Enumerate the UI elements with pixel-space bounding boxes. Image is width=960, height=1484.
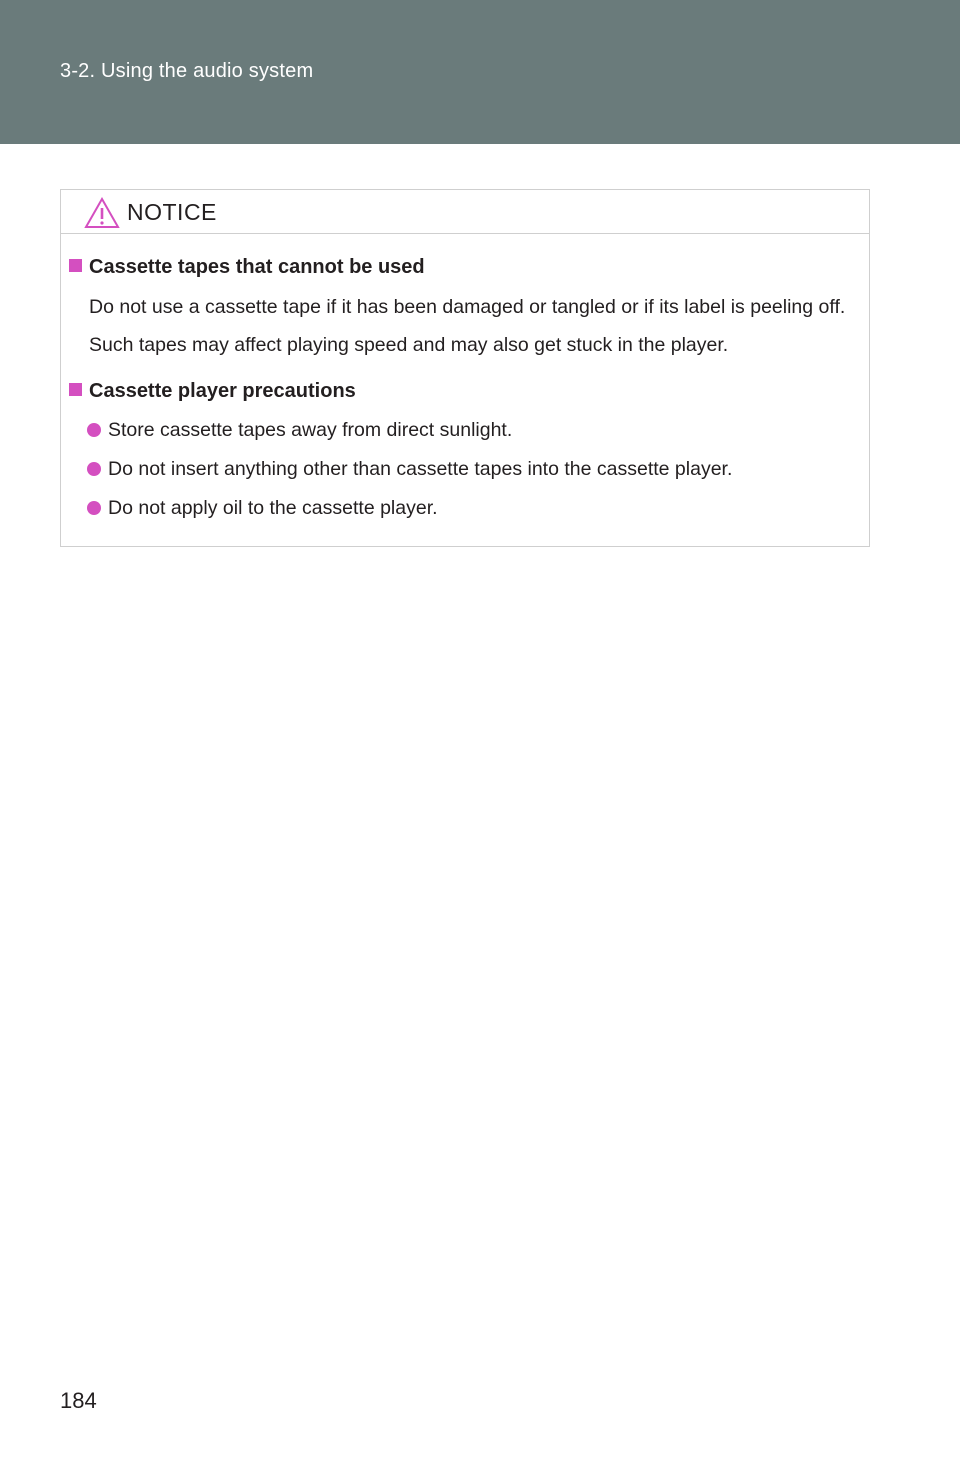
notice-label: NOTICE <box>127 199 217 225</box>
list-item-text: Do not apply oil to the cassette player. <box>108 497 438 519</box>
warning-triangle-icon <box>84 197 120 229</box>
list-item <box>87 497 438 520</box>
header-band <box>0 0 960 144</box>
section-heading-text: Cassette tapes that cannot be used <box>89 256 425 278</box>
list-item-text: Do not insert anything other than cassette tapes into the cassette player. <box>108 458 733 480</box>
list-item-text: Store cassette tapes away from direct sunlight. <box>108 419 513 441</box>
section-heading-tapes <box>69 256 425 279</box>
notice-header <box>61 190 869 234</box>
page-number: 184 <box>60 1388 97 1413</box>
square-bullet-icon <box>69 259 82 272</box>
section-heading-text: Cassette player precautions <box>89 380 356 402</box>
square-bullet-icon <box>69 383 82 396</box>
round-bullet-icon <box>87 501 101 515</box>
notice-box <box>60 189 870 547</box>
round-bullet-icon <box>87 423 101 437</box>
list-item <box>87 458 732 481</box>
list-item <box>87 419 512 442</box>
section-title: 3-2. Using the audio system <box>60 60 314 82</box>
round-bullet-icon <box>87 462 101 476</box>
section-body-tapes: Do not use a cassette tape if it has been damaged or tangled or if its label is peeling off. Such tapes may affect playing speed and may also get stuck in the player. <box>89 296 846 356</box>
section-heading-player <box>69 380 356 403</box>
